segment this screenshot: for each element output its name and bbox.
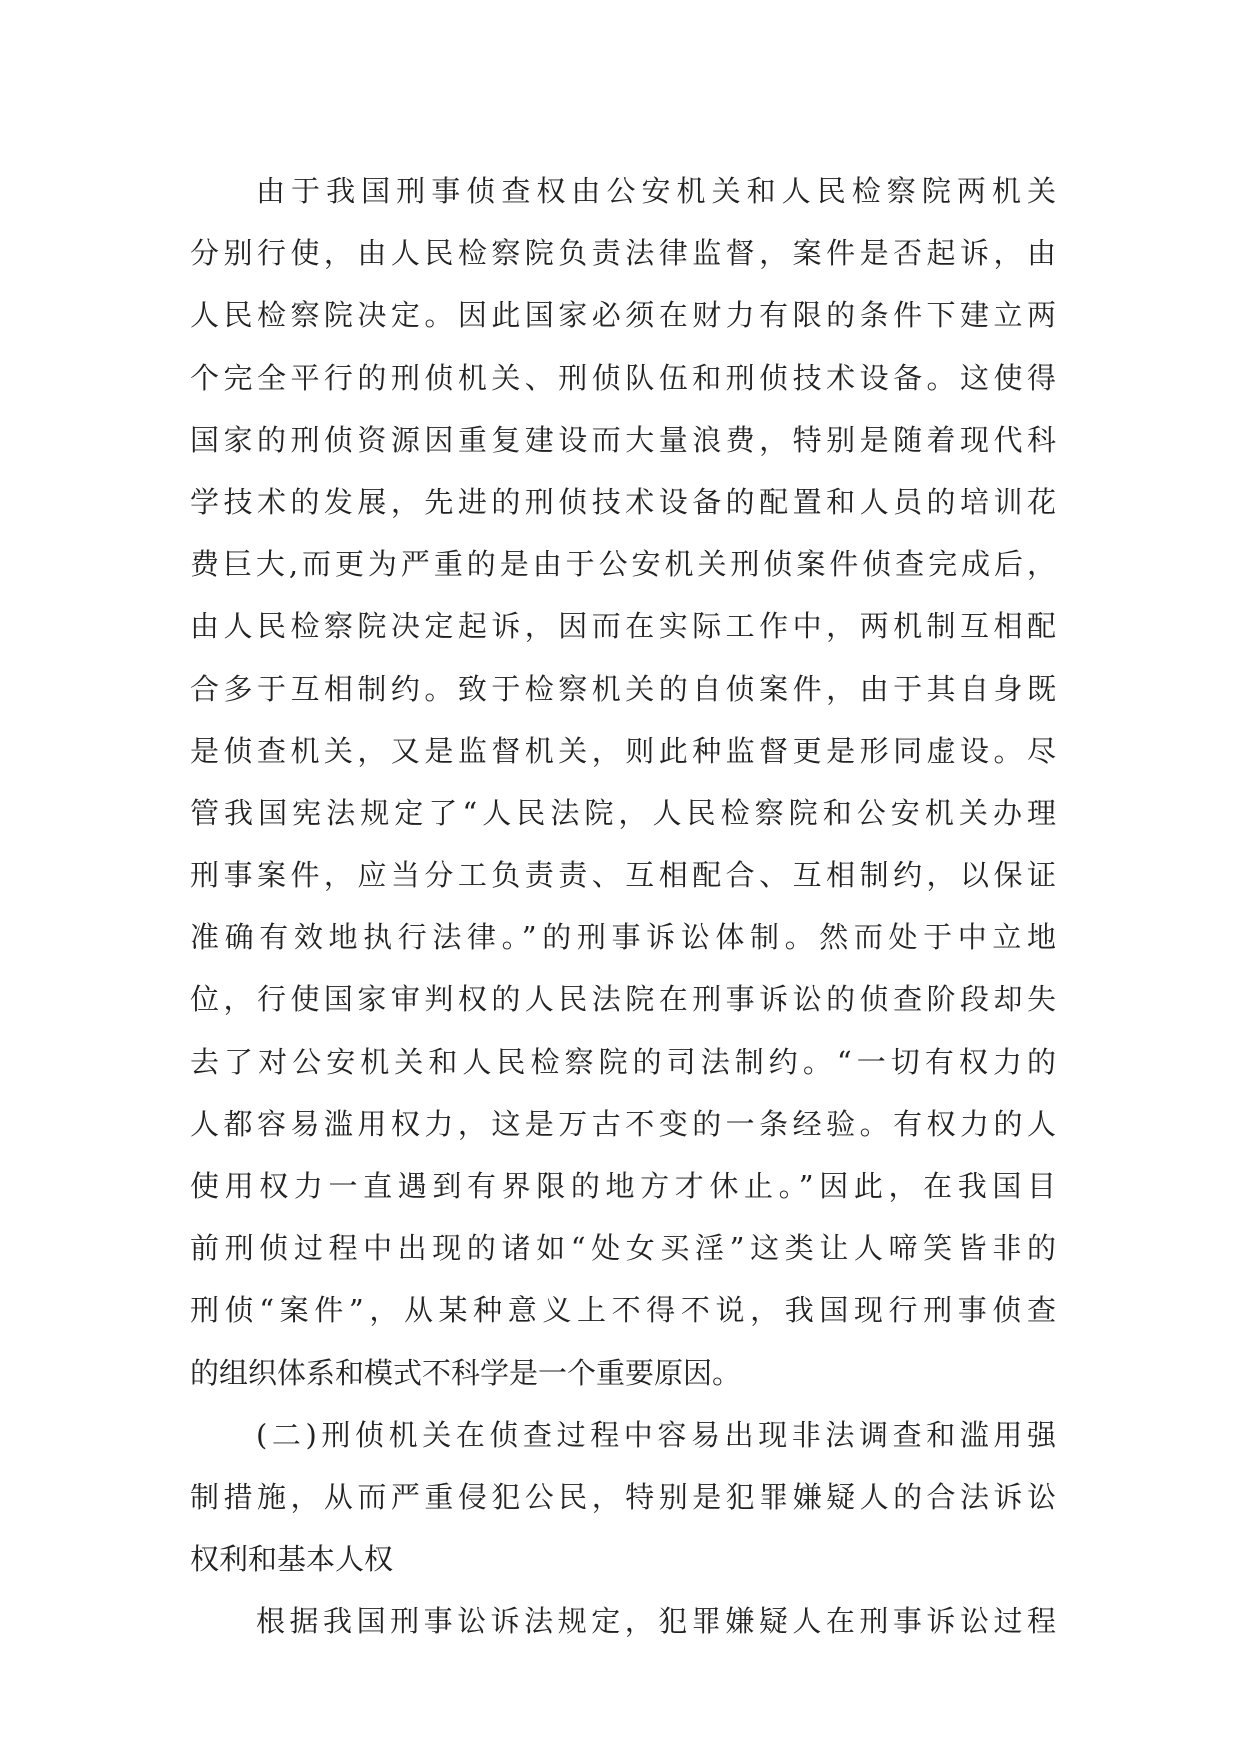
paragraph-1-line-5: 国家的刑侦资源因重复建设而大量浪费，特别是随着现代科 [190, 422, 1056, 457]
paragraph-1-line-4: 个完全平行的刑侦机关、刑侦队伍和刑侦技术设备。这使得 [190, 360, 1056, 395]
paragraph-1-line-14: 位，行使国家审判权的人民法院在刑事诉讼的侦查阶段却失 [190, 982, 1056, 1017]
paragraph-1-line-19: 刑侦“案件”，从某种意义上不得不说，我国现行刑事侦查 [190, 1293, 1056, 1328]
paragraph-1-line-3: 人民检察院决定。因此国家必须在财力有限的条件下建立两 [190, 298, 1056, 333]
paragraph-1-line-17: 使用权力一直遇到有界限的地方才休止。”因此，在我国目 [190, 1169, 1056, 1203]
body-text [190, 160, 1056, 1653]
paragraph-1-line-6: 学技术的发展，先进的刑侦技术设备的配置和人员的培训花 [190, 484, 1056, 519]
paragraph-1-line-16: 人都容易滥用权力，这是万古不变的一条经验。有权力的人 [190, 1106, 1056, 1141]
section-heading-line-3: 权利和基本人权 [190, 1542, 394, 1577]
paragraph-1-line-11: 管我国宪法规定了“人民法院，人民检察院和公安机关办理 [190, 795, 1056, 830]
section-heading-line-2: 制措施，从而严重侵犯公民，特别是犯罪嫌疑人的合法诉讼 [190, 1479, 1056, 1514]
paragraph-1-line-7: 费巨大,而更为严重的是由于公安机关刑侦案件侦查完成后， [190, 547, 1056, 582]
paragraph-1-line-12: 刑事案件，应当分工负责责、互相配合、互相制约，以保证 [190, 858, 1056, 893]
paragraph-2-line-1: 根据我国刑事讼诉法规定，犯罪嫌疑人在刑事诉讼过程 [256, 1604, 1056, 1639]
paragraph-1-line-13: 准确有效地执行法律。”的刑事诉讼体制。然而处于中立地 [190, 920, 1056, 955]
paragraph-1-line-20: 的组织体系和模式不科学是一个重要原因。 [190, 1355, 742, 1390]
paragraph-1-line-2: 分别行使，由人民检察院负责法律监督，案件是否起诉，由 [190, 236, 1056, 271]
paragraph-1-line-18: 前刑侦过程中出现的诸如“处女买淫”这类让人啼笑皆非的 [190, 1231, 1056, 1266]
section-heading-line-1: (二)刑侦机关在侦查过程中容易出现非法调查和滥用强 [256, 1417, 1056, 1452]
paragraph-1-line-15: 去了对公安机关和人民检察院的司法制约。“一切有权力的 [190, 1044, 1056, 1079]
paragraph-1-line-8: 由人民检察院决定起诉，因而在实际工作中，两机制互相配 [190, 609, 1056, 644]
paragraph-1-line-1: 由于我国刑事侦查权由公安机关和人民检察院两机关 [256, 174, 1056, 208]
paragraph-1-line-9: 合多于互相制约。致于检察机关的自侦案件，由于其自身既 [190, 671, 1056, 706]
paragraph-1-line-10: 是侦查机关，又是监督机关，则此种监督更是形同虚设。尽 [190, 733, 1056, 768]
